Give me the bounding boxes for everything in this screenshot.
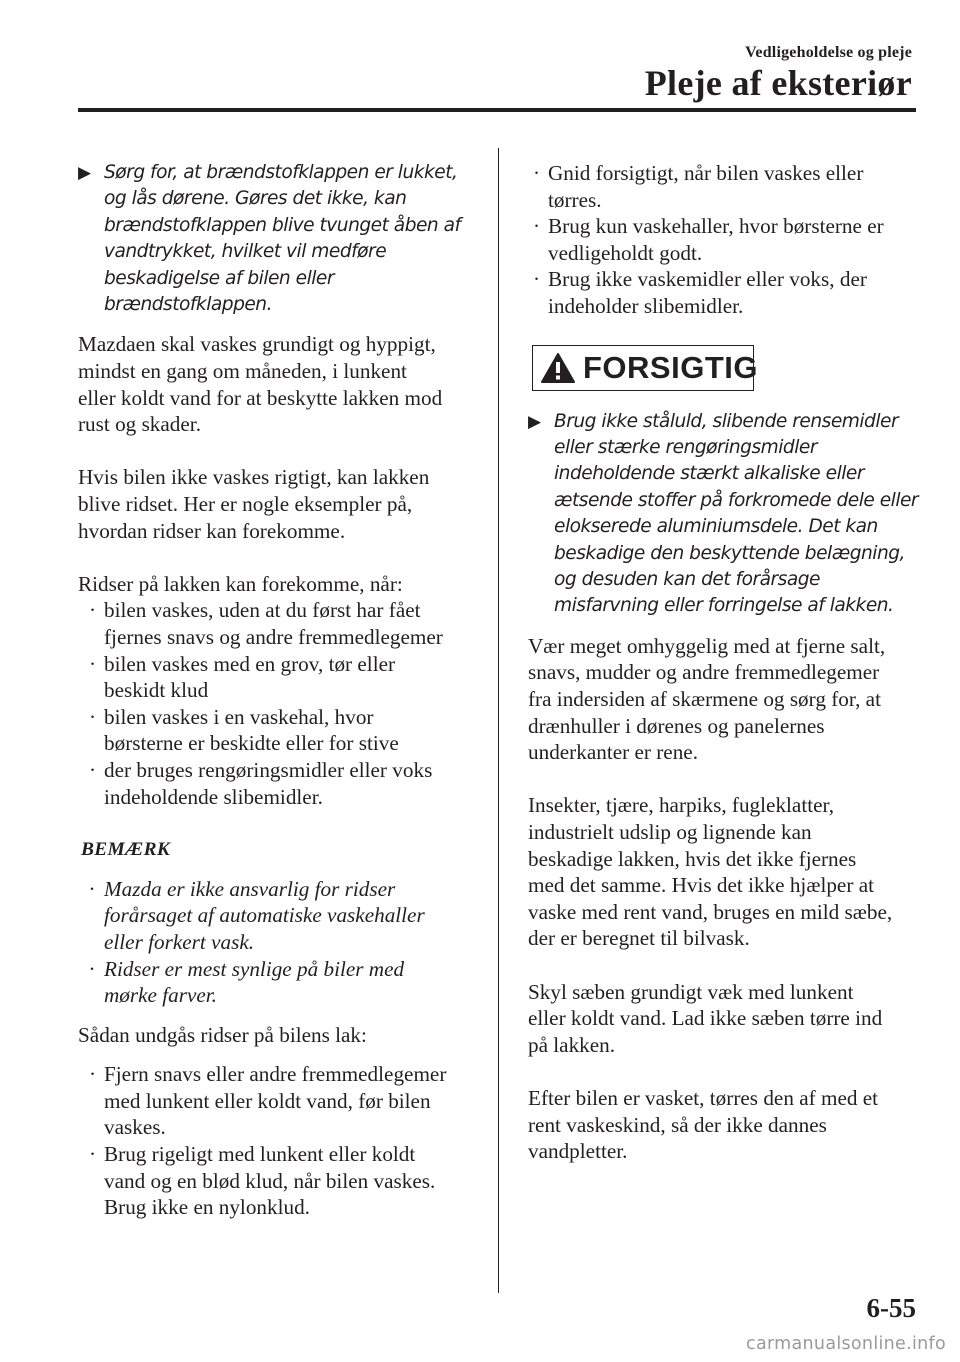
text-line: Ridser på lakken kan forekomme, når:	[78, 571, 403, 596]
text-line: hvordan ridser kan forekomme.	[78, 518, 346, 543]
caution-line: ætsende stoffer på forkromede dele eller	[554, 489, 919, 511]
warning-line: brændstofklappen.	[104, 294, 273, 316]
caution-line: Brug ikke ståluld, slibende rensemidler	[554, 410, 899, 432]
text-line: beskidt klud	[104, 678, 209, 703]
text-line: underkanter er rene.	[528, 740, 698, 765]
text-line: eller koldt vand. Lad ikke sæben tørre ind	[528, 1006, 883, 1031]
note-heading: BEMÆRK	[81, 838, 171, 860]
caution-text	[528, 409, 923, 620]
text-line: mindst en gang om måneden, i lunkent	[78, 359, 407, 384]
caution-box	[532, 345, 758, 391]
text-line: tørres.	[548, 187, 602, 212]
text-line: bilen vaskes, uden at du først har fået	[104, 598, 421, 623]
text-line: bilen vaskes i en vaskehal, hvor	[104, 704, 374, 729]
page-title: Pleje af eksteriør	[644, 63, 912, 103]
text-line: forårsaget af automatiske vaskehaller	[104, 903, 425, 928]
text-line: der er beregnet til bilvask.	[528, 926, 750, 951]
bullet-dot: ·	[533, 214, 541, 239]
bullet-dot: ·	[533, 161, 541, 185]
text-line: eller koldt vand for at beskytte lakken mod	[78, 385, 443, 410]
text-line: snavs, mudder og andre fremmedlegemer	[528, 660, 880, 685]
text-line: fjernes snavs og andre fremmedlegemer	[104, 624, 443, 649]
bullet-dot: ·	[89, 1062, 97, 1087]
caution-line: og desuden kan det forårsage	[554, 569, 820, 590]
text-line: Hvis bilen ikke vaskes rigtigt, kan lakken	[78, 465, 430, 490]
warning-line: Sørg for, at brændstofklappen er lukket,	[104, 162, 458, 183]
list-item	[78, 704, 473, 757]
warning-line: brændstofklappen blive tvunget åben af	[104, 214, 461, 236]
list-item	[78, 1061, 473, 1141]
section-title: Vedligeholdelse og pleje	[745, 44, 912, 61]
text-line: Gnid forsigtigt, når bilen vaskes eller	[548, 161, 864, 185]
list-item	[522, 266, 923, 319]
text-line: Insekter, tjære, harpiks, fugleklatter,	[528, 793, 835, 818]
text-line: Mazdaen skal vaskes grundigt og hyppigt,	[78, 332, 436, 357]
text-line: rust og skader.	[78, 412, 201, 437]
warning-triangle-icon	[541, 352, 575, 384]
text-line: Vær meget omhyggelig med at fjerne salt,	[528, 633, 886, 658]
text-line: mørke farver.	[104, 983, 217, 1008]
caution-line: eller stærke rengøringsmidler	[554, 436, 817, 458]
text-line: Mazda er ikke ansvarlig for ridser	[104, 876, 396, 901]
list-item	[78, 876, 473, 956]
text-line: bilen vaskes med en grov, tør eller	[104, 651, 396, 676]
text-line: vaskes.	[104, 1115, 166, 1140]
text-line: indeholdende slibemidler.	[104, 784, 323, 809]
text-line: vaske med rent vand, bruges en mild sæbe,	[528, 899, 893, 924]
list-item	[78, 1141, 473, 1221]
list-item	[78, 597, 473, 650]
text-line: indeholder slibemidler.	[548, 293, 744, 318]
text-line: vedligeholdt godt.	[548, 240, 703, 265]
text-line: vand og en blød klud, når bilen vaskes.	[104, 1168, 436, 1193]
list-item	[78, 651, 473, 704]
watermark: carmanualsonline.info	[746, 1334, 946, 1354]
bullet-dot: ·	[89, 598, 97, 623]
bullet-dot: ·	[533, 267, 541, 292]
bullet-dot: ·	[89, 651, 97, 676]
text-line: Brug ikke vaskemidler eller voks, der	[548, 267, 867, 292]
text-line: Skyl sæben grundigt væk med lunkent	[528, 979, 854, 1004]
bullet-dot: ·	[89, 956, 95, 981]
text-line: vandpletter.	[528, 1139, 628, 1164]
wash-tips-list	[522, 160, 923, 320]
text-line: Brug ikke en nylonklud.	[104, 1195, 310, 1220]
left-column	[78, 160, 473, 1221]
header-rule	[78, 108, 916, 112]
paragraph-fenders	[528, 633, 923, 766]
paragraph-drying	[528, 1085, 923, 1165]
bullet-dot: ·	[89, 757, 97, 782]
list-item	[522, 213, 923, 266]
text-line: drænhuller i dørenes og panelernes	[528, 713, 825, 738]
warning-line: vandtrykket, hvilket vil medføre	[104, 241, 387, 263]
bullet-dot: ·	[89, 1142, 97, 1167]
text-line: rent vaskeskind, så der ikke dannes	[528, 1112, 827, 1137]
note-list	[78, 876, 473, 1009]
text-line: Brug kun vaskehaller, hvor børsterne er	[548, 214, 884, 239]
triangle-right-icon: ▶	[78, 163, 91, 183]
bullet-dot: ·	[89, 876, 95, 901]
paragraph-scratch-causes	[78, 571, 473, 598]
warning-line: og lås dørene. Gøres det ikke, kan	[104, 188, 407, 210]
paragraph-avoid-scratches	[78, 1022, 473, 1049]
paragraph-insects	[528, 792, 923, 952]
warning-line: beskadigelse af bilen eller	[104, 267, 334, 289]
right-column	[528, 160, 923, 1165]
list-item	[78, 757, 473, 810]
text-line: Sådan undgås ridser på bilens lak:	[78, 1022, 367, 1047]
caution-line: indeholdende stærkt alkaliske eller	[554, 463, 865, 485]
list-item	[78, 956, 473, 1009]
scratch-cause-list	[78, 597, 473, 810]
text-line: beskadige lakken, hvis det ikke fjernes	[528, 846, 857, 871]
text-line: med lunkent eller koldt vand, før bilen	[104, 1088, 431, 1113]
caution-line: beskadige den beskyttende belægning,	[554, 542, 905, 564]
paragraph-rinse	[528, 979, 923, 1059]
text-line: industrielt udslip og lignende kan	[528, 819, 812, 844]
text-line: børsterne er beskidte eller for stive	[104, 731, 399, 756]
text-line: Brug rigeligt med lunkent eller koldt	[104, 1142, 416, 1167]
caution-line: elokserede aluminiumsdele. Det kan	[554, 516, 878, 538]
list-item	[522, 160, 923, 213]
text-line: eller forkert vask.	[104, 929, 255, 954]
fuel-door-warning	[78, 160, 473, 318]
paragraph-wash-frequency	[78, 331, 473, 437]
text-line: på lakken.	[528, 1032, 616, 1057]
text-line: Fjern snavs eller andre fremmedlegemer	[104, 1062, 447, 1087]
avoid-scratches-list	[78, 1061, 473, 1221]
triangle-right-icon: ▶	[528, 411, 541, 432]
paragraph-scratches	[78, 464, 473, 544]
text-line: Efter bilen er vasket, tørres den af med et	[528, 1085, 879, 1110]
bullet-dot: ·	[89, 704, 97, 729]
text-line: der bruges rengøringsmidler eller voks	[104, 757, 433, 782]
text-line: fra indersiden af skærmene og sørg for, at	[528, 687, 881, 711]
column-divider	[498, 148, 499, 1293]
text-line: med det samme. Hvis det ikke hjælper at	[528, 873, 874, 898]
text-line: blive ridset. Her er nogle eksempler på,	[78, 492, 413, 516]
caution-line: misfarvning eller forringelse af lakken.	[554, 595, 894, 617]
caution-label: FORSIGTIG	[583, 349, 758, 385]
text-line: Ridser er mest synlige på biler med	[104, 956, 405, 981]
page-number: 6-55	[866, 1293, 916, 1323]
